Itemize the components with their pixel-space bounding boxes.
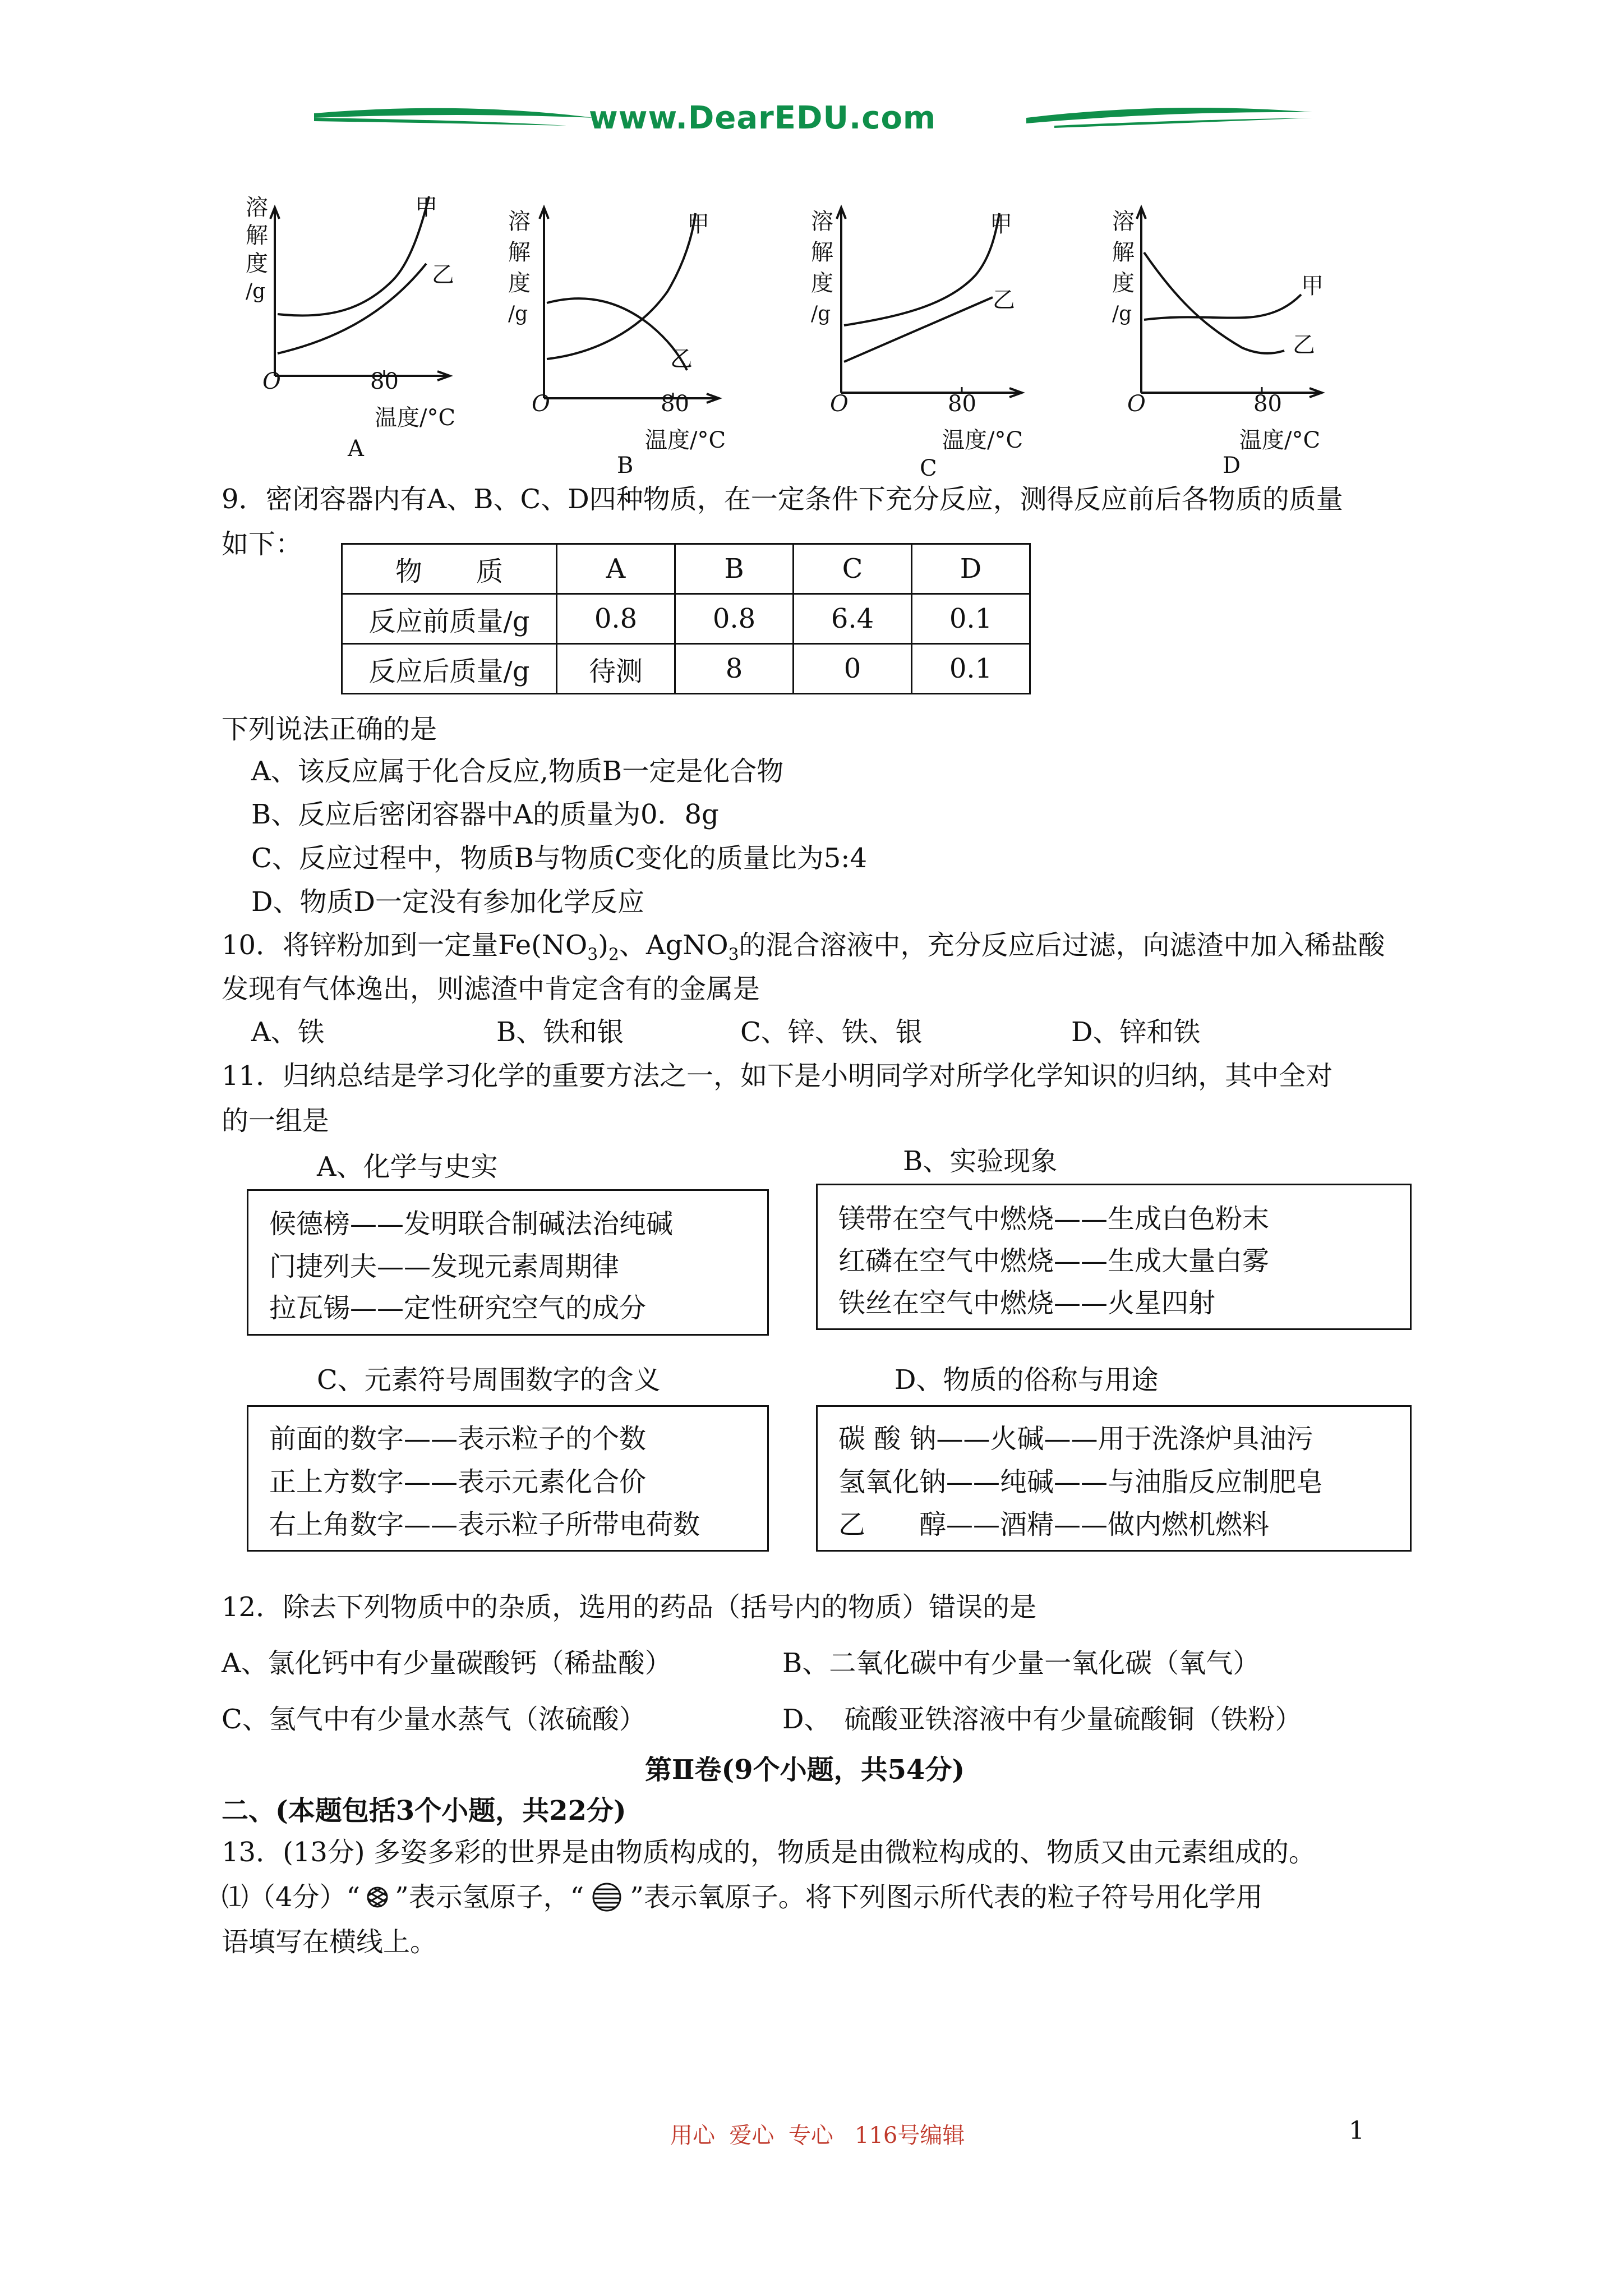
table-header-cell: C <box>794 544 912 594</box>
q11-group-a-title: A、化学与史实 <box>317 1151 498 1182</box>
graph-a-ylabel-3: 度 <box>246 251 268 277</box>
graph-c-ylabel-3: 度 <box>811 270 833 296</box>
q10-subscript: 2 <box>608 945 619 965</box>
table-header-cell: 物 质 <box>342 544 557 594</box>
graph-b-origin: O <box>532 391 550 417</box>
part2-title: 第Ⅱ卷(9个小题，共54分) <box>645 1754 965 1786</box>
q11-group-d-line1: 碳 酸 钠——火碱——用于洗涤炉具油污 <box>838 1423 1313 1455</box>
part2-section-heading: 二、(本题包括3个小题，共22分) <box>222 1795 626 1826</box>
graph-d-xlabel: 温度/°C <box>1239 427 1321 453</box>
graph-c-curve-jia: 甲 <box>990 211 1012 237</box>
q13-text-part: ⑴（4分）“ <box>222 1881 361 1913</box>
graph-d-curve-yi: 乙 <box>1293 332 1315 358</box>
table-cell: 0.1 <box>912 644 1030 694</box>
graph-c-letter: C <box>920 455 937 481</box>
table-header-cell: A <box>557 544 675 594</box>
q10-stem-part: 10．将锌粉加到一定量Fe(NO <box>222 930 588 961</box>
graph-c-curve-yi: 乙 <box>993 287 1015 313</box>
graph-b-letter: B <box>617 453 634 478</box>
hydrogen-atom-icon <box>363 1885 391 1910</box>
graph-a-curve-jia: 甲 <box>415 195 437 220</box>
graph-b-ylabel-3: 度 <box>508 270 531 296</box>
table-cell: 8 <box>675 644 794 694</box>
table-cell: 0.1 <box>912 594 1030 644</box>
table-header-cell: B <box>675 544 794 594</box>
q11-group-c-title: C、元素符号周围数字的含义 <box>317 1364 661 1396</box>
q10-stem-line2: 发现有气体逸出，则滤渣中肯定含有的金属是 <box>222 973 760 1005</box>
q11-group-c-line3: 右上角数字——表示粒子所带电荷数 <box>269 1509 700 1540</box>
page-number: 1 <box>1349 2116 1364 2145</box>
graph-b-ylabel-2: 解 <box>508 240 531 265</box>
graph-a-xlabel: 温度/°C <box>375 405 456 431</box>
q9-stem-line1: 9．密闭容器内有A、B、C、D四种物质，在一定条件下充分反应，测得反应前后各物质的质量 <box>222 484 1343 515</box>
graph-a-curve-yi: 乙 <box>432 262 454 288</box>
table-row <box>342 544 1030 594</box>
graph-b-tick: 80 <box>661 391 689 417</box>
graph-d-origin: O <box>1127 391 1146 417</box>
q12-option-d: D、 硫酸亚铁溶液中有少量硫酸铜（铁粉） <box>782 1704 1302 1735</box>
graph-d-tick: 80 <box>1253 391 1282 417</box>
q9-stem-line2: 如下： <box>222 528 303 560</box>
q10-stem-part: 、AgNO <box>619 930 728 961</box>
q11-group-b-title: B、实验现象 <box>903 1145 1058 1177</box>
graph-b-curve-yi: 乙 <box>670 346 693 372</box>
graph-a-ylabel-4: /g <box>246 280 266 303</box>
graph-a-tick: 80 <box>370 369 399 394</box>
q11-stem-line2: 的一组是 <box>222 1105 330 1137</box>
table-cell: 待测 <box>557 644 675 694</box>
graph-a-ylabel-1: 溶 <box>246 195 268 220</box>
graph-c-ylabel-2: 解 <box>811 240 833 265</box>
q9-option-a: A、该反应属于化合反应,物质B一定是化合物 <box>251 756 784 787</box>
table-cell: 0.8 <box>675 594 794 644</box>
q10-option-b: B、铁和银 <box>496 1016 624 1048</box>
table-row <box>342 594 1030 644</box>
q11-group-b-line2: 红磷在空气中燃烧——生成大量白雾 <box>838 1245 1270 1277</box>
q11-group-d-line3: 乙 醇——酒精——做内燃机燃料 <box>838 1509 1270 1540</box>
graph-b-ylabel-4: /g <box>508 302 528 325</box>
graph-b-ylabel-1: 溶 <box>508 209 531 234</box>
q9-option-d: D、物质D一定没有参加化学反应 <box>251 886 644 918</box>
q12-option-a: A、氯化钙中有少量碳酸钙（稀盐酸） <box>222 1648 672 1679</box>
graph-d-ylabel-4: /g <box>1112 302 1132 325</box>
table-header-cell: D <box>912 544 1030 594</box>
q13-stem: 13．(13分) 多姿多彩的世界是由物质构成的，物质是由微粒构成的、物质又由元素组成的。 <box>222 1837 1316 1868</box>
table-cell: 0 <box>794 644 912 694</box>
table-row <box>342 644 1030 694</box>
table-cell: 反应前质量/g <box>342 594 557 644</box>
graph-b-curve-jia: 甲 <box>687 211 709 237</box>
q10-stem-line1 <box>222 928 1385 972</box>
q13-sub1-line1 <box>222 1880 1263 1914</box>
graph-a-letter: A <box>348 436 364 462</box>
table-cell: 6.4 <box>794 594 912 644</box>
graph-c-ylabel-1: 溶 <box>811 209 833 234</box>
graph-c-origin: O <box>830 391 849 417</box>
q11-group-b-line1: 镁带在空气中燃烧——生成白色粉末 <box>838 1203 1270 1235</box>
q11-group-b-line3: 铁丝在空气中燃烧——火星四射 <box>838 1287 1216 1319</box>
graph-d-curve-jia: 甲 <box>1301 273 1324 299</box>
graph-a-origin: O <box>262 369 281 394</box>
graph-a-ylabel-2: 解 <box>246 223 268 249</box>
q12-option-b: B、二氧化碳中有少量一氧化碳（氧气） <box>782 1648 1260 1679</box>
q11-group-a-line1: 候德榜——发明联合制碱法治纯碱 <box>269 1208 674 1240</box>
q10-stem-part: 的混合溶液中，充分反应后过滤，向滤渣中加入稀盐酸 <box>739 930 1385 961</box>
table-cell: 反应后质量/g <box>342 644 557 694</box>
q10-option-a: A、铁 <box>251 1016 325 1048</box>
oxygen-atom-icon <box>587 1883 626 1912</box>
q11-group-d-line2: 氢氧化钠——纯碱——与油脂反应制肥皂 <box>838 1466 1324 1498</box>
q9-option-b: B、反应后密闭容器中A的质量为0．8g <box>251 799 719 830</box>
q11-group-c-line1: 前面的数字——表示粒子的个数 <box>269 1423 647 1455</box>
q11-stem-line1: 11．归纳总结是学习化学的重要方法之一，如下是小明同学对所学化学知识的归纳，其中全对 <box>222 1060 1333 1092</box>
q12-option-c: C、氢气中有少量水蒸气（浓硫酸） <box>222 1704 646 1735</box>
q10-stem-part: ) <box>598 930 608 961</box>
q13-text-part: ”表示氢原子，“ <box>395 1881 584 1913</box>
q10-option-d: D、锌和铁 <box>1071 1016 1201 1048</box>
graph-d-letter: D <box>1223 453 1241 478</box>
q10-subscript: 3 <box>728 945 739 965</box>
q11-group-c-line2: 正上方数字——表示元素化合价 <box>269 1466 647 1498</box>
q10-option-c: C、锌、铁、银 <box>740 1016 923 1048</box>
q13-sub1-line2: 语填写在横线上。 <box>222 1926 437 1958</box>
table-cell: 0.8 <box>557 594 675 644</box>
footer-note: 用心 爱心 专心 116号编辑 <box>670 2123 965 2148</box>
q9-prompt: 下列说法正确的是 <box>222 714 437 745</box>
graph-c-xlabel: 温度/°C <box>942 427 1023 453</box>
q9-option-c: C、反应过程中，物质B与物质C变化的质量比为5:4 <box>251 843 867 874</box>
graph-c-tick: 80 <box>948 391 976 417</box>
q11-group-a-line3: 拉瓦锡——定性研究空气的成分 <box>269 1292 647 1324</box>
q11-group-d-title: D、物质的俗称与用途 <box>895 1364 1159 1396</box>
graph-b-xlabel: 温度/°C <box>645 427 726 453</box>
q13-text-part: ”表示氧原子。将下列图示所代表的粒子符号用化学用 <box>630 1881 1263 1913</box>
q10-subscript: 3 <box>587 945 598 965</box>
graph-d-ylabel-1: 溶 <box>1112 209 1135 234</box>
graph-d-ylabel-2: 解 <box>1112 240 1135 265</box>
q11-group-a-line2: 门捷列夫——发现元素周期律 <box>269 1251 620 1282</box>
site-title[interactable]: www.DearEDU.com <box>589 100 937 136</box>
graph-d-ylabel-3: 度 <box>1112 270 1135 296</box>
graph-c-ylabel-4: /g <box>811 302 831 325</box>
q12-stem: 12．除去下列物质中的杂质，选用的药品（括号内的物质）错误的是 <box>222 1591 1037 1623</box>
q9-mass-table <box>341 543 1031 694</box>
